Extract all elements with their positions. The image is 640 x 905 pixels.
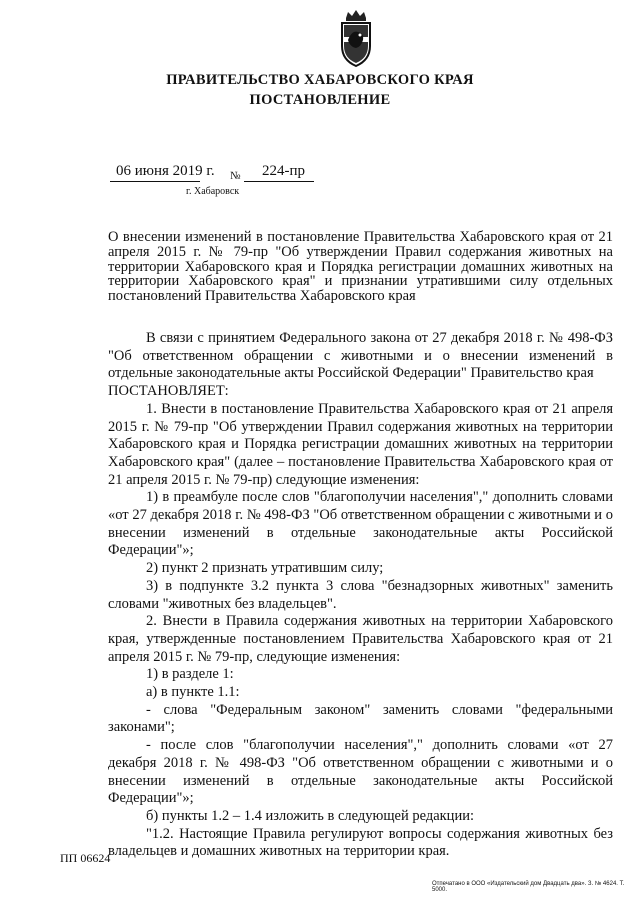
paragraph: 1) в разделе 1: <box>146 666 234 683</box>
coat-of-arms-icon <box>336 10 376 68</box>
paragraph: - слова "Федеральным законом" заменить словами "федеральными законами"; <box>108 701 613 736</box>
paragraph: 2. Внести в Правила содержания животных на территории Хабаровского края, утвержденные постановлением Правительства Хабаровского края от 21 апреля 2015 г. № 79-пр, следующие изменения: <box>108 613 613 665</box>
date-underline <box>110 181 200 182</box>
paragraph: - после слов "благополучии населения"," дополнить словами «от 27 декабря 2018 г. № 498-ФЗ "Об ответственном обращении с животными и о внесении изменений в отдельные законодательные акты Российской Федерации"»; <box>108 737 613 807</box>
number-sign: № <box>230 170 241 182</box>
document-type: ПОСТАНОВЛЕНИЕ <box>249 92 391 108</box>
paragraph: В связи с принятием Федерального закона от 27 декабря 2018 г. № 498-ФЗ "Об ответственном обращении с животными и о внесении изменений в отдельные законодательные акты Российской Федерации" Правительство края <box>108 330 613 382</box>
paragraph: б) пункты 1.2 – 1.4 изложить в следующей редакции: <box>146 807 474 824</box>
paragraph: 1) в преамбуле после слов "благополучии населения"," дополнить словами «от 27 декабря 2018 г. № 498-ФЗ "Об ответственном обращении с животными и о внесении изменений в отдельные законодательные акты Российской Федерации"»; <box>108 489 613 559</box>
document-number: 224-пр <box>262 163 306 179</box>
document-body <box>108 330 613 861</box>
paragraph: а) в пункте 1.1: <box>146 684 240 701</box>
paragraph: 2) пункт 2 признать утратившим силу; <box>146 560 384 577</box>
government-name: ПРАВИТЕЛЬСТВО ХАБАРОВСКОГО КРАЯ <box>166 72 474 88</box>
number-underline <box>244 181 314 182</box>
printer-imprint: Отпечатано в ООО «Издательский дом Двадцать два». З. № 4624. Т. 5000. <box>432 881 625 893</box>
paragraph: "1.2. Настоящие Правила регулируют вопросы содержания животных без владельцев и домашних животных на территории края. <box>108 825 613 860</box>
document-date: 06 июня 2019 г. <box>116 163 215 179</box>
document-code: ПП 06624 <box>60 851 111 865</box>
document-title: О внесении изменений в постановление Правительства Хабаровского края от 21 апреля 2015 г. № 79-пр "Об утверждении Правил содержания животных на территории Хабаровского края и Порядка регистрации домашних животных на территории Хабаровского края" и признании утратившими силу отдельных постановлений Правительства Хабаровского края <box>108 229 613 305</box>
paragraph: 1. Внести в постановление Правительства Хабаровского края от 21 апреля 2015 г. № 79-пр "Об утверждении Правил содержания животных на территории Хабаровского края и Порядка регистрации домашних животных на территории Хабаровского края" (далее – постановление Правительства Хабаровского края от 21 апреля 2015 г. № 79-пр) следующие изменения: <box>108 400 613 488</box>
document-city: г. Хабаровск <box>186 186 240 197</box>
paragraph-decree: ПОСТАНОВЛЯЕТ: <box>108 383 229 400</box>
paragraph: 3) в подпункте 3.2 пункта 3 слова "безнадзорных животных" заменить словами "животных без владельцев". <box>108 577 613 612</box>
